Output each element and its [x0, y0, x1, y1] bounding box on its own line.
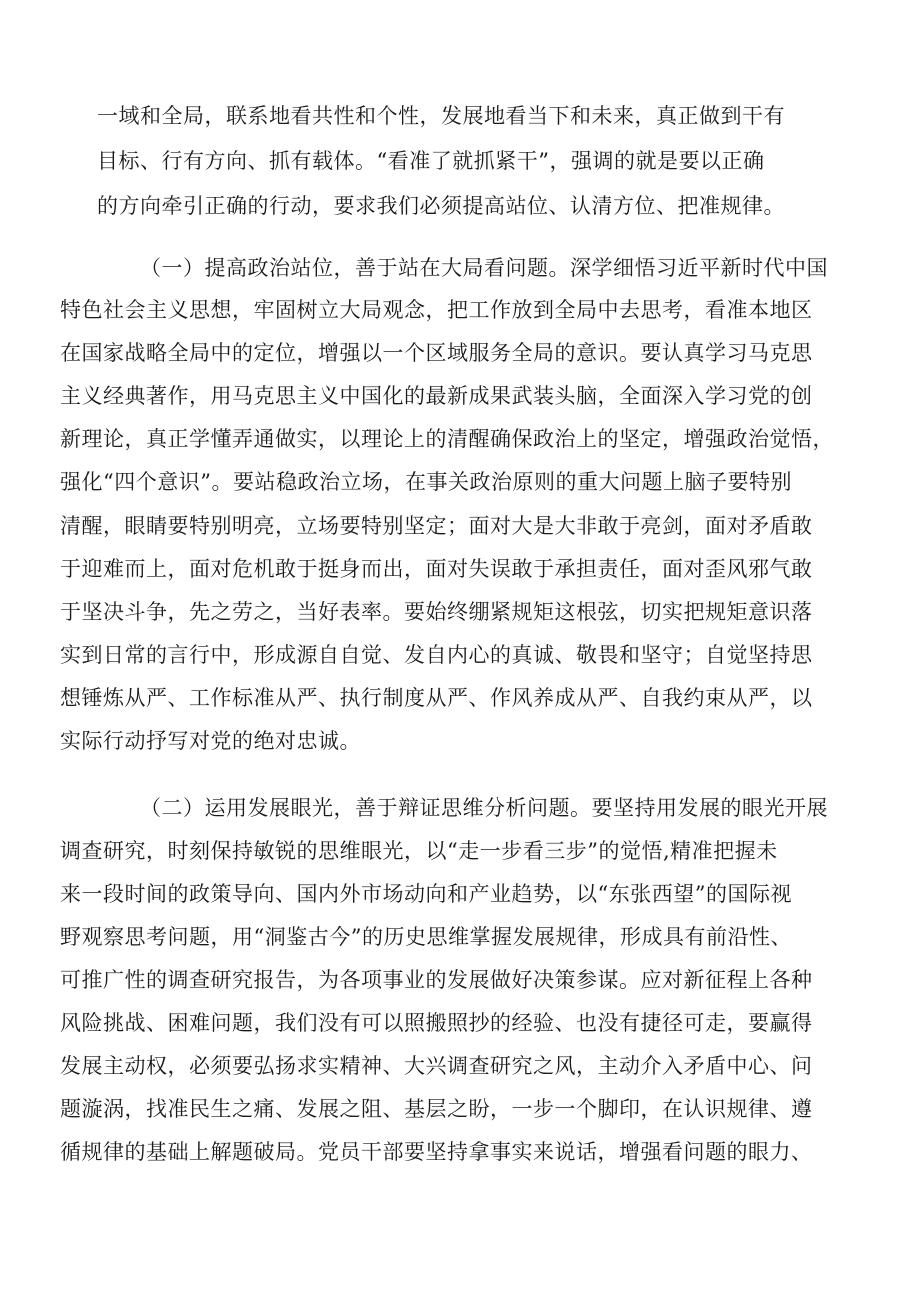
section2-line-3: 来一段时间的政策导向、国内外市场动向和产业趋势，以“东张西望”的国际视: [60, 882, 792, 906]
section1-line-5: 新理论，真正学懂弄通做实，以理论上的清醒确保政治上的坚定，增强政治觉悟，: [60, 427, 834, 451]
section2-line-8: 题漩涡，找准民生之痛、发展之阻、基层之盼，一步一个脚印，在认识规律、遵: [60, 1097, 813, 1121]
section1-line-9: 于坚决斗争，先之劳之，当好表率。要始终绷紧规矩这根弦，切实把规矩意识落: [60, 600, 813, 624]
section1-line-8: 于迎难而上，面对危机敢于挺身而出，面对失误敢于承担责任，面对歪风邪气敢: [60, 557, 813, 581]
section1-line-4: 主义经典著作，用马克思主义中国化的最新成果武装头脑，全面深入学习党的创: [60, 384, 813, 408]
section1-line-11: 想锤炼从严、工作标准从严、执行制度从严、作风养成从严、自我约束从严，以: [60, 686, 813, 710]
section2-line-5: 可推广性的调查研究报告，为各项事业的发展做好决策参谋。应对新征程上各种: [60, 968, 813, 992]
section2-line-4: 野观察思考问题，用“洞鉴古今”的历史思维掌握发展规律，形成具有前沿性、: [60, 925, 792, 949]
section1-line-3: 在国家战略全局中的定位，增强以一个区域服务全局的意识。要认真学习马克思: [60, 341, 813, 365]
intro-line-2: 目标、行有方向、抓有载体。“看准了就抓紧干”，强调的就是要以正确: [97, 149, 765, 173]
intro-line-3: 的方向牵引正确的行动，要求我们必须提高站位、认清方位、把准规律。: [97, 194, 785, 218]
section1-line-6: 强化“四个意识”。要站稳政治立场，在事关政治原则的重大问题上脑子要特别: [60, 470, 792, 494]
section1-line-7: 清醒，眼睛要特别明亮，立场要特别坚定；面对大是大非敢于亮剑，面对矛盾敢: [60, 514, 813, 538]
section2-line-7: 发展主动权，必须要弘扬求实精神、大兴调查研究之风，主动介入矛盾中心、问: [60, 1054, 813, 1078]
section1-line-12: 实际行动抒写对党的绝对忠诚。: [60, 729, 361, 753]
section1-line-1: （一）提高政治站位，善于站在大局看问题。深学细悟习近平新时代中国: [140, 256, 828, 280]
section2-line-2: 调查研究，时刻保持敏锐的思维眼光，以“走一步看三步”的觉悟,精准把握未: [60, 839, 778, 863]
section1-line-2: 特色社会主义思想，牢固树立大局观念，把工作放到全局中去思考，看准本地区: [60, 298, 813, 322]
section2-line-1: （二）运用发展眼光，善于辩证思维分析问题。要坚持用发展的眼光开展: [140, 796, 828, 820]
section1-line-10: 实到日常的言行中，形成源自自觉、发自内心的真诚、敬畏和坚守；自觉坚持思: [60, 643, 813, 667]
section2-line-9: 循规律的基础上解题破局。党员干部要坚持拿事实来说话，增强看问题的眼力、: [60, 1140, 813, 1164]
section2-line-6: 风险挑战、困难问题，我们没有可以照搬照抄的经验、也没有捷径可走，要赢得: [60, 1011, 813, 1035]
intro-line-1: 一域和全局，联系地看共性和个性，发展地看当下和未来，真正做到干有: [97, 104, 785, 128]
